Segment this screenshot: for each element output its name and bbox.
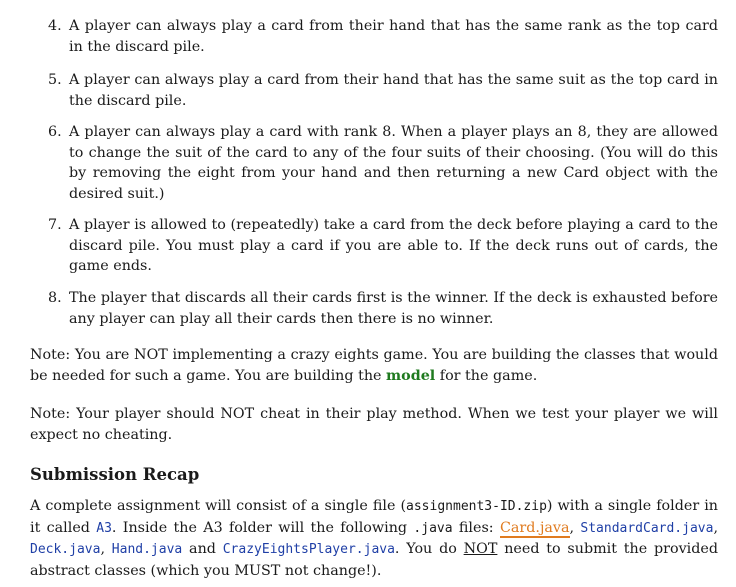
card-java-highlight[interactable]: Card.java: [499, 519, 570, 536]
zip-filename: assignment3-ID.zip: [406, 499, 547, 514]
recap-text: files:: [452, 519, 500, 536]
rule-text: The player that discards all their cards first is the winner. If the deck is exhausted before any player can play all their cards then there is no winner.: [69, 290, 718, 327]
not-emphasis: NOT: [463, 541, 498, 557]
separator: ,: [100, 541, 112, 557]
recap-text: A complete assignment will consist of a single file (: [30, 498, 407, 514]
folder-name-link[interactable]: A3: [96, 520, 112, 536]
note-model: [30, 345, 718, 386]
separator: ,: [569, 519, 581, 536]
separator: ,: [713, 519, 718, 536]
rule-item-4: [48, 16, 718, 57]
rule-text: A player can always play a card with rank 8. When a player plays an 8, they are allowed to change the suit of the card to any of the four suits of their choosing. (You will do this by removing the eight from your hand and then returning a new Card object with the desired suit.): [69, 124, 718, 202]
rule-text: A player can always play a card from their hand that has the same suit as the top card in the discard pile.: [69, 72, 718, 109]
rule-item-6: [48, 122, 718, 204]
rule-text: A player is allowed to (repeatedly) take a card from the deck before playing a card to the discard pile. You must play a card if you are able to. If the deck runs out of cards, the game ends.: [69, 217, 718, 274]
crazyeightsplayer-java-link[interactable]: CrazyEightsPlayer.java: [222, 542, 395, 557]
rule-text: A player can always play a card from their hand that has the same rank as the top card in the discard pile.: [69, 18, 718, 55]
section-heading: Submission Recap: [30, 465, 200, 484]
rule-item-7: [48, 215, 718, 277]
recap-text: . You do: [394, 541, 464, 557]
rule-item-8: [48, 288, 718, 329]
recap-text: and: [182, 541, 223, 557]
recap-text: . Inside the A3 folder will the following: [111, 519, 414, 536]
rule-number: 5.: [48, 72, 62, 88]
rule-number: 8.: [48, 290, 62, 306]
rule-number: 4.: [48, 18, 62, 34]
note-cheating: Note: Your player should NOT cheat in their play method. When we test your player we will expect no cheating.: [30, 406, 718, 443]
rule-number: 7.: [48, 217, 62, 233]
note-text: Note: You are NOT implementing a crazy eights game. You are building the classes that would be needed for such a game. You are building the: [30, 347, 718, 384]
rule-item-5: [48, 70, 718, 111]
note-text-end: for the game.: [435, 367, 538, 384]
deck-java-link[interactable]: Deck.java: [30, 542, 101, 557]
hand-java-link[interactable]: Hand.java: [111, 542, 183, 557]
model-highlight: model: [386, 367, 436, 384]
rule-number: 6.: [48, 124, 62, 140]
submission-recap-paragraph: [30, 496, 718, 581]
recap-text: ) with a single folder in it called: [30, 498, 719, 536]
standardcard-java-link[interactable]: StandardCard.java: [580, 520, 714, 536]
java-extension: .java: [413, 520, 453, 536]
recap-text: need to submit the provided abstract classes (which you MUST not change!).: [30, 541, 718, 579]
